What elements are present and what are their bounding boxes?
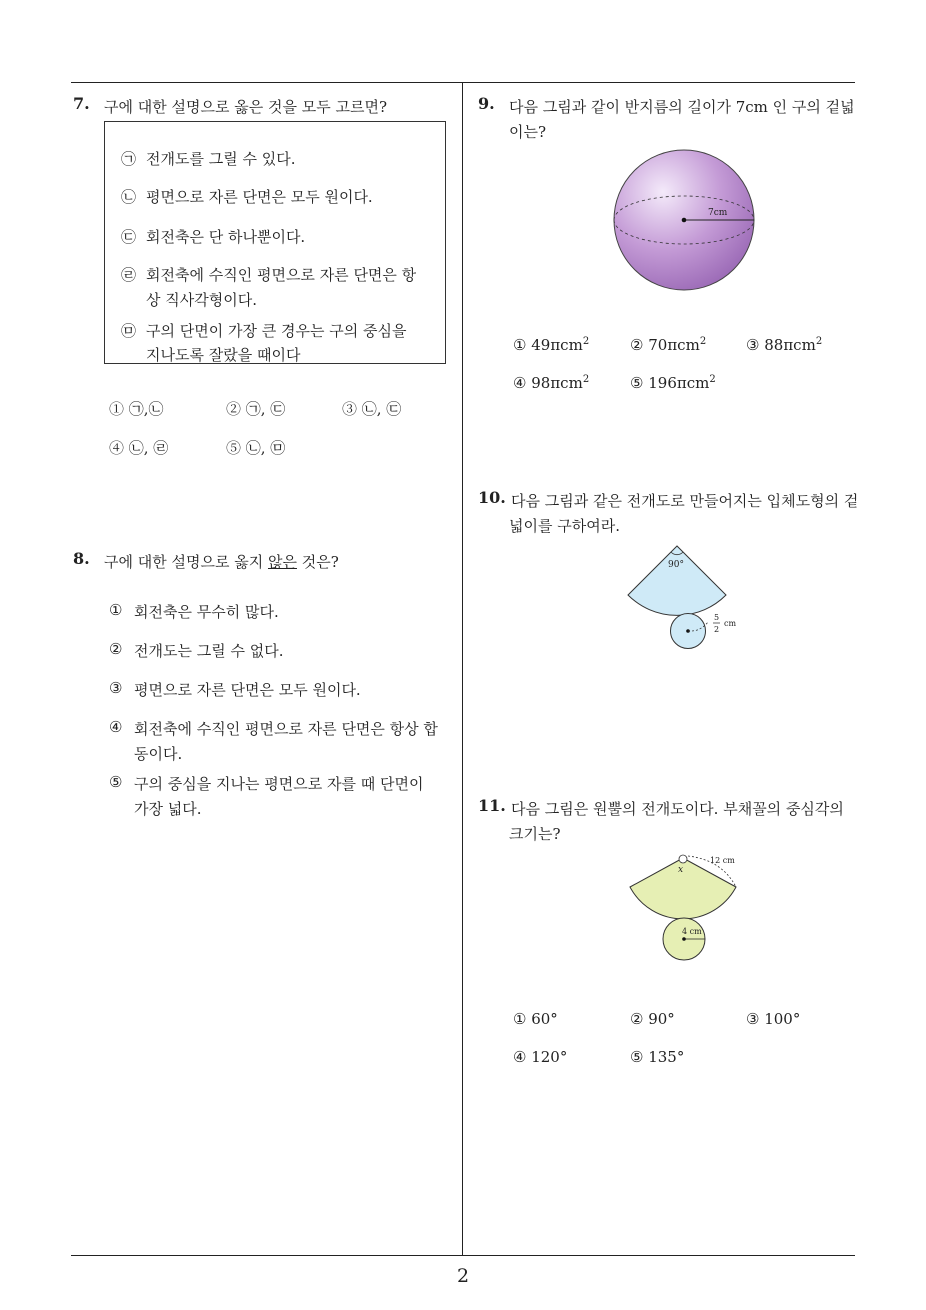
page-number: 2: [456, 1265, 470, 1287]
q10-number: 10.: [478, 488, 506, 507]
sphere-radius-label: 7cm: [708, 208, 728, 218]
cone-net-figure-10: [620, 540, 750, 652]
sector-angle-label: 90°: [668, 560, 684, 570]
q7-statement: 구의 단면이 가장 큰 경우는 구의 중심을: [146, 322, 407, 340]
q7-statement-cont: 지나도록 잘랐을 때이다: [146, 346, 301, 364]
q11-text: 다음 그림은 원뿔의 전개도이다. 부채꼴의 중심각의: [511, 800, 844, 818]
q8-text: [104, 551, 339, 572]
q10-text-cont: 넓이를 구하여라.: [509, 517, 620, 535]
cone-net-figure-11: [622, 850, 752, 965]
base-center-dot: [682, 937, 686, 941]
q9-text-cont: 이는?: [509, 123, 547, 141]
q9-choice[interactable]: [630, 374, 716, 392]
sector-angle-variable: x: [678, 865, 684, 875]
q7-statement-mark: ㉤: [121, 322, 137, 340]
q8-choice[interactable]: 구의 중심을 지나는 평면으로 자를 때 단면이: [134, 775, 424, 793]
bottom-rule: [71, 1255, 855, 1256]
q9-choice-unit: πcm: [676, 374, 710, 392]
q9-choice-mark: ②: [630, 336, 644, 354]
q7-statement: 회전축에 수직인 평면으로 자른 단면은 항: [146, 266, 417, 284]
q8-text-underlined: 않은: [267, 553, 297, 571]
q9-choice-exp: 2: [582, 374, 590, 385]
q7-choice[interactable]: ④ ㉡, ㉣: [109, 439, 169, 457]
q7-statement: 평면으로 자른 단면은 모두 원이다.: [146, 188, 373, 206]
q9-text: 다음 그림과 같이 반지름의 길이가 7cm 인 구의 겉넓: [509, 98, 855, 116]
q11-choice[interactable]: ① 60°: [513, 1010, 558, 1028]
q11-text-cont: 크기는?: [509, 825, 561, 843]
q9-choice-exp: 2: [709, 374, 716, 385]
q9-choice[interactable]: [513, 374, 589, 392]
q9-choice[interactable]: [630, 336, 706, 354]
q7-number: 7.: [73, 94, 90, 113]
q9-choice-value: 49: [531, 336, 551, 354]
radius-denominator: 2: [714, 625, 720, 634]
radius-numerator: 5: [714, 613, 720, 622]
q9-choice-unit: πcm: [550, 336, 583, 354]
q9-choice-unit: πcm: [550, 374, 583, 392]
q8-choice[interactable]: 회전축에 수직인 평면으로 자른 단면은 항상 합: [134, 720, 438, 738]
q9-choice-value: 196: [648, 374, 677, 392]
q8-choice-cont: 동이다.: [134, 745, 183, 763]
q7-choice[interactable]: ③ ㉡, ㉢: [342, 400, 402, 418]
q7-statement-mark: ㉡: [121, 188, 137, 206]
q11-choice[interactable]: ④ 120°: [513, 1048, 568, 1066]
slant-label: 12 cm: [710, 856, 735, 865]
q11-number: 11.: [478, 796, 506, 815]
sphere-center-dot: [682, 218, 687, 223]
q9-choice-unit: πcm: [783, 336, 816, 354]
q10-text: 다음 그림과 같은 전개도로 만들어지는 입체도형의 겉: [511, 492, 859, 510]
q9-choice-value: 98: [531, 374, 551, 392]
q8-choice[interactable]: 회전축은 무수히 많다.: [134, 603, 279, 621]
radius-unit: cm: [724, 619, 737, 628]
q9-choice-unit: πcm: [667, 336, 700, 354]
q9-choice-mark: ④: [513, 374, 527, 392]
sphere-figure: [608, 146, 760, 296]
q7-statement-mark: ㉠: [121, 150, 137, 168]
q8-choice-mark[interactable]: ②: [109, 640, 123, 658]
q11-choice[interactable]: ⑤ 135°: [630, 1048, 685, 1066]
q8-choice-mark[interactable]: ④: [109, 718, 123, 736]
q8-choice[interactable]: 평면으로 자른 단면은 모두 원이다.: [134, 681, 361, 699]
sector-apex-mark: [679, 855, 687, 863]
q11-choice[interactable]: ② 90°: [630, 1010, 675, 1028]
q8-choice-cont: 가장 넓다.: [134, 800, 202, 818]
q8-choice-mark[interactable]: ③: [109, 679, 123, 697]
q9-choice-exp: 2: [815, 336, 823, 347]
q7-choice[interactable]: ⑤ ㉡, ㉤: [226, 439, 286, 457]
q8-choice-mark[interactable]: ⑤: [109, 773, 123, 791]
q9-choice-value: 70: [648, 336, 668, 354]
q7-statement-mark: ㉣: [121, 266, 137, 284]
q9-choice-mark: ③: [746, 336, 760, 354]
q8-text-post: 것은?: [296, 553, 339, 571]
base-radius-label: 4 cm: [682, 927, 702, 936]
top-rule: [71, 82, 855, 83]
q9-number: 9.: [478, 94, 495, 113]
q7-statement-mark: ㉢: [121, 228, 137, 246]
q8-choice[interactable]: 전개도는 그릴 수 없다.: [134, 642, 284, 660]
q9-choice[interactable]: [513, 336, 589, 354]
q8-text-pre: 구에 대한 설명으로 옳지: [104, 553, 268, 571]
q9-choice-exp: 2: [582, 336, 590, 347]
q9-choice-value: 88: [764, 336, 784, 354]
q8-number: 8.: [73, 549, 90, 568]
q9-choice-mark: ⑤: [630, 374, 644, 392]
q9-choice-exp: 2: [699, 336, 707, 347]
q7-statement: 회전축은 단 하나뿐이다.: [146, 228, 306, 246]
q7-statement: 전개도를 그릴 수 있다.: [146, 150, 296, 168]
q11-choice[interactable]: ③ 100°: [746, 1010, 801, 1028]
q7-text: 구에 대한 설명으로 옳은 것을 모두 고르면?: [104, 98, 387, 116]
sector-shape: [628, 546, 726, 615]
q9-choice-mark: ①: [513, 336, 527, 354]
q7-statement-cont: 상 직사각형이다.: [146, 291, 257, 309]
column-divider: [462, 82, 463, 1256]
q7-choice[interactable]: ① ㉠,㉡: [109, 400, 164, 418]
q8-choice-mark[interactable]: ①: [109, 601, 123, 619]
q7-choice[interactable]: ② ㉠, ㉢: [226, 400, 286, 418]
q9-choice[interactable]: [746, 336, 822, 354]
